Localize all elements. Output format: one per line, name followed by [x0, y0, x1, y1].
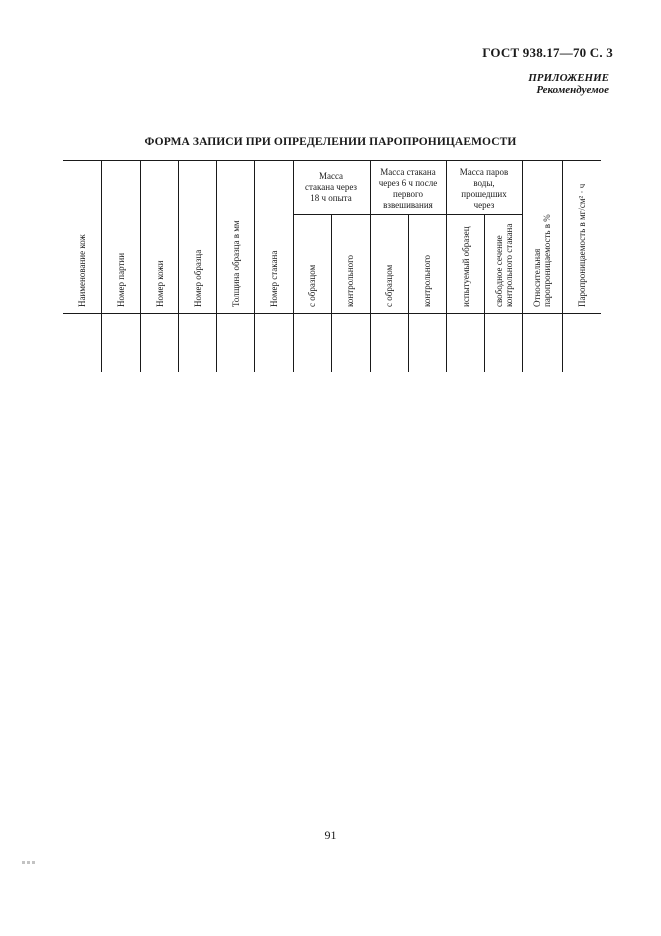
group-line: прошедших [461, 189, 507, 199]
column-header-leather-number [155, 260, 165, 307]
group-header-vapour-mass [460, 167, 508, 210]
group-line: первого [393, 189, 423, 199]
group-line: взвешивания [383, 200, 433, 210]
column-header-free-section [494, 224, 514, 307]
svg-text:Наименование кож: Наименование кож [77, 234, 87, 307]
column-header-cup-number [269, 251, 279, 307]
column-header-tested-sample [461, 226, 471, 307]
svg-text:Номер стакана: Номер стакана [269, 250, 279, 307]
svg-text:с образцом: с образцом [307, 264, 317, 307]
column-header-18h-with-sample [307, 264, 317, 307]
relative-permeability-line-2: паропроницаемость в % [542, 214, 552, 307]
svg-text:с образцом: с образцом [384, 264, 394, 307]
group-header-mass-6h [379, 167, 437, 210]
free-section-line-2: контрольного стакана [504, 223, 514, 307]
column-header-18h-control [345, 254, 355, 307]
group-line: стакана через [304, 182, 358, 192]
column-header-6h-control [422, 254, 432, 307]
svg-text:Паропроницаемость в мг/см² · ч: Паропроницаемость в мг/см² · ч [577, 183, 587, 307]
svg-text:испытуемый образец: испытуемый образец [461, 226, 471, 307]
group-line: 18 ч опыта [310, 193, 352, 203]
column-header-batch-number [116, 253, 126, 307]
svg-text:Номер партии: Номер партии [116, 252, 126, 307]
scan-artifact [22, 851, 42, 854]
svg-text:Номер образца: Номер образца [193, 249, 203, 307]
column-header-relative-permeability [532, 214, 552, 307]
svg-text:контрольного: контрольного [422, 254, 432, 307]
column-header-leather-name [77, 233, 87, 307]
column-header-sample-number [193, 250, 203, 307]
group-line: Масса паров [459, 167, 509, 177]
form-title: ФОРМА ЗАПИСИ ПРИ ОПРЕДЕЛЕНИИ ПАРОПРОНИЦАЕМОСТИ [144, 136, 517, 148]
standard-code: ГОСТ 938.17—70 С. 3 [482, 45, 613, 60]
column-header-permeability [577, 183, 587, 307]
svg-text:Толщина образца в мм: Толщина образца в мм [231, 220, 241, 307]
column-header-sample-thickness [231, 220, 241, 307]
group-line: воды, [473, 178, 495, 188]
group-line: через 6 ч после [378, 178, 438, 188]
appendix-note: Рекомендуемое [536, 84, 609, 96]
page-number: 91 [324, 828, 337, 842]
svg-text:Номер кожи: Номер кожи [155, 260, 165, 307]
relative-permeability-line-1: Относительная [532, 248, 542, 307]
free-section-line-1: свободное сечение [494, 235, 504, 307]
svg-text:контрольного: контрольного [345, 254, 355, 307]
group-header-mass-18h [305, 171, 357, 203]
group-line: Масса [318, 171, 344, 181]
group-line: через [473, 200, 495, 210]
group-line: Масса стакана [380, 167, 436, 177]
column-header-6h-with-sample [384, 264, 394, 307]
appendix-label: ПРИЛОЖЕНИЕ [528, 72, 609, 84]
